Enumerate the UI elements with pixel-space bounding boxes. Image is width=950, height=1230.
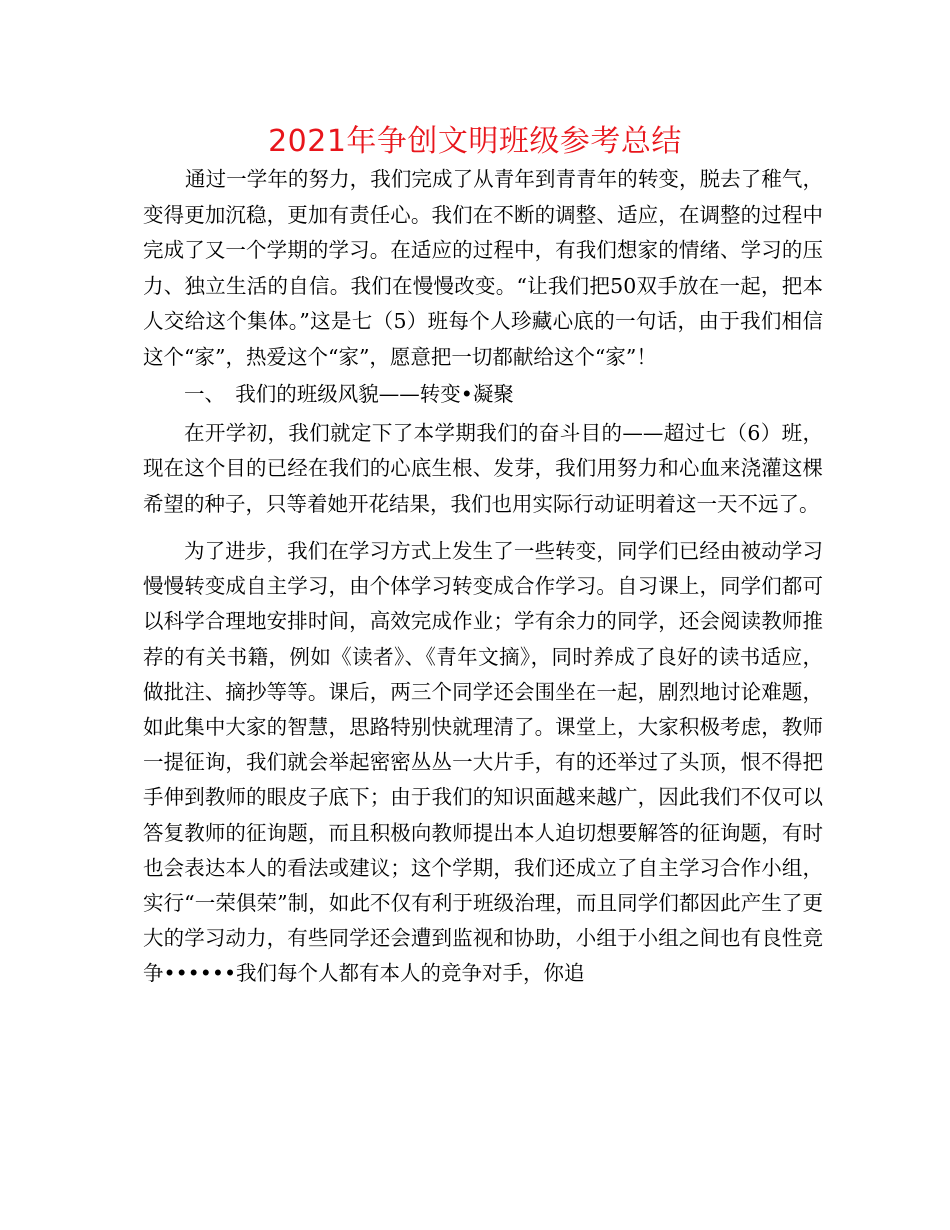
paragraph-intro: 通过一学年的努力，我们完成了从青年到青青年的转变，脱去了稚气，变得更加沉稳，更加有责任心。我们在不断的调整、适应，在调整的过程中完成了又一个学期的学习。在适应的过程中，有我们想家的情绪、学习的压力、独立生活的自信。我们在慢慢改变。“让我们把50双手放在一起，把本人交给这个集体。”这是七（5）班每个人珍藏心底的一句话，由于我们相信这个“家”，热爱这个“家”，愿意把一切都献给这个“家”！ <box>143 167 823 369</box>
document-title: 2021年争创文明班级参考总结 <box>268 124 682 159</box>
document-body <box>143 162 823 992</box>
section-heading: 一、 我们的班级风貌——转变•凝聚 <box>184 382 514 406</box>
paragraph-learning: 为了进步，我们在学习方式上发生了一些转变，同学们已经由被动学习慢慢转变成自主学习，由个体学习转变成合作学习。自习课上，同学们都可以科学合理地安排时间，高效完成作业；学有余力的同学，还会阅读教师推荐的有关书籍，例如《读者》、《青年文摘》，同时养成了良好的读书适应，做批注、摘抄等等。课后，两三个同学还会围坐在一起，剧烈地讨论难题，如此集中大家的智慧，思路特别快就理清了。课堂上，大家积极考虑，教师一提征询，我们就会举起密密丛丛一大片手，有的还举过了头顶，恨不得把手伸到教师的眼皮子底下；由于我们的知识面越来越广，因此我们不仅可以答复教师的征询题，而且积极向教师提出本人迫切想要解答的征询题，有时也会表达本人的看法或建议；这个学期，我们还成立了自主学习合作小组，实行“一荣俱荣”制，如此不仅有利于班级治理，而且同学们都因此产生了更大的学习动力，有些同学还会遭到监视和协助，小组于小组之间也有良性竞争••••••我们每个人都有本人的竞争对手，你追 <box>143 539 823 986</box>
paragraph-goal: 在开学初，我们就定下了本学期我们的奋斗目的——超过七（6）班，现在这个目的已经在我们的心底生根、发芽，我们用努力和心血来浇灌这棵希望的种子，只等着她开花结果，我们也用实际行动证明着这一天不远了。 <box>143 420 823 516</box>
